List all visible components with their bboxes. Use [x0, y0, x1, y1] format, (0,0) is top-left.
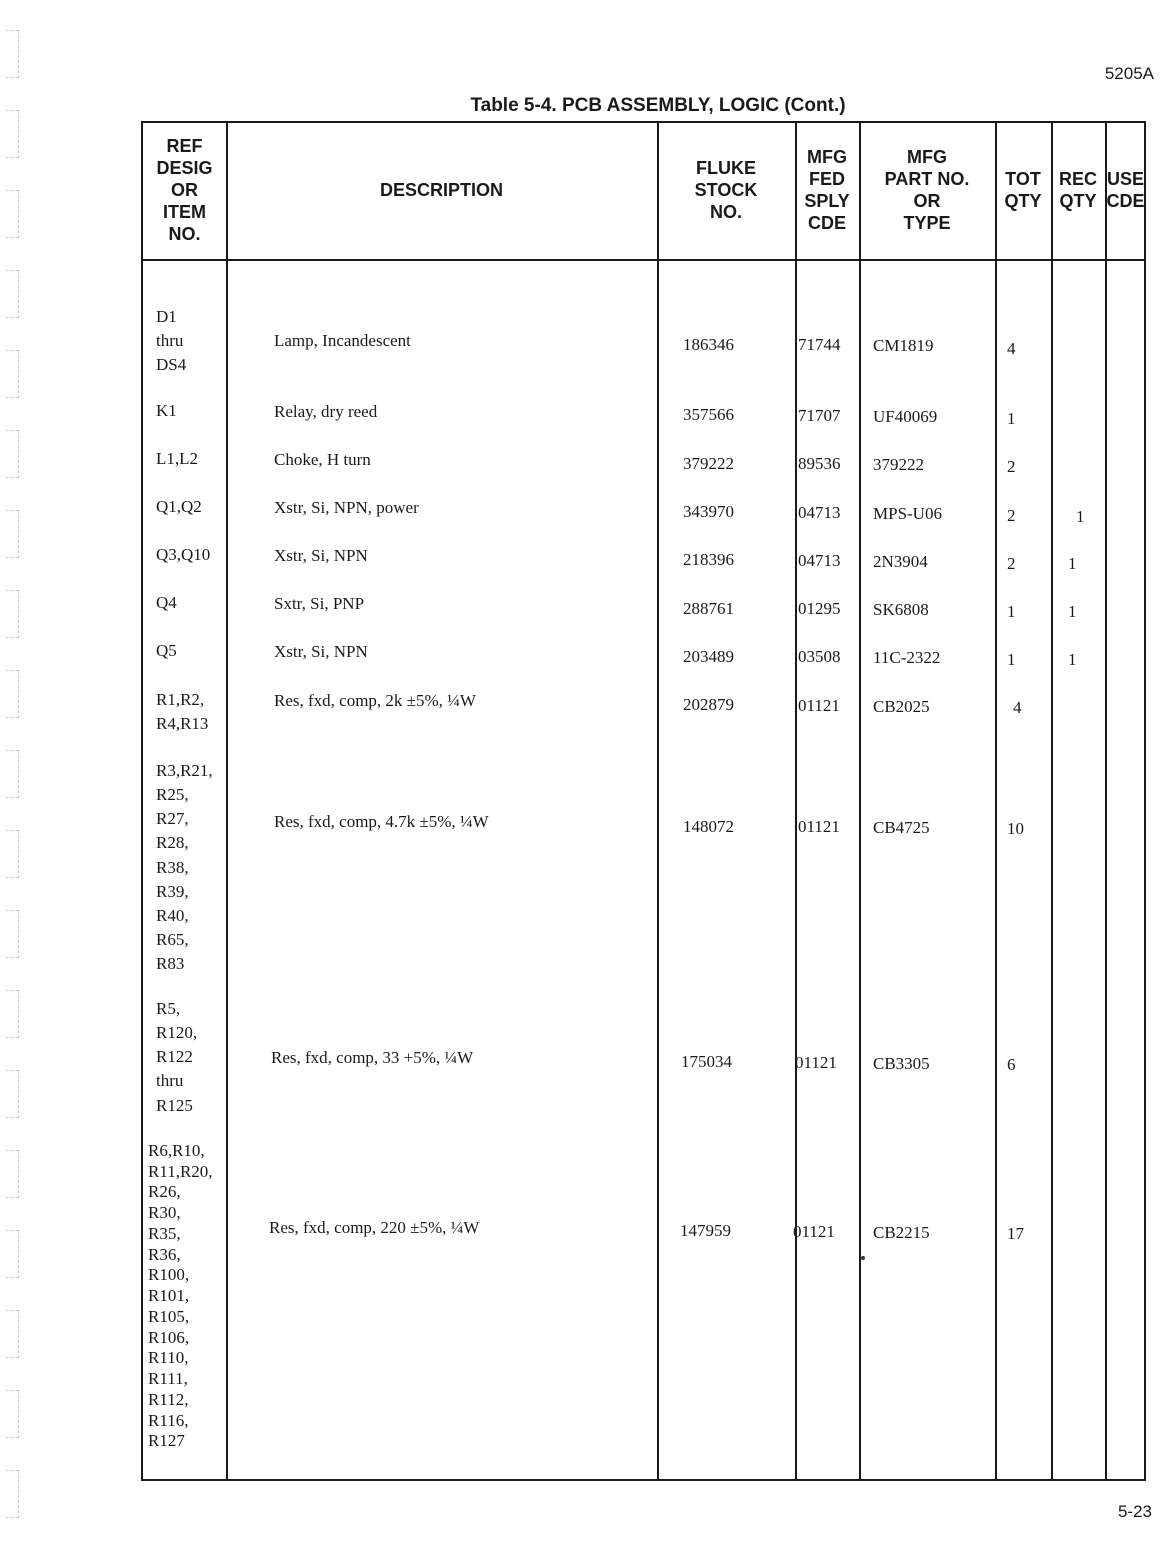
cell-description: Res, fxd, comp, 33 +5%, ¼W	[271, 1048, 474, 1067]
cell-ref: Q5	[156, 641, 177, 660]
cell-tot-qty: 6	[1007, 1055, 1016, 1074]
cell-tot-qty: 2	[1007, 457, 1016, 476]
cell-tot-qty: 4	[1013, 698, 1022, 717]
cell-part-no: CM1819	[873, 336, 934, 355]
cell-ref: R6,R10, R11,R20, R26, R30, R35, R36, R100, R101, R105, R106, R110, R111, R112, R116, R127	[148, 1141, 213, 1451]
cell-description: Res, fxd, comp, 2k ±5%, ¼W	[274, 691, 476, 710]
cell-description: Lamp, Incandescent	[274, 331, 411, 350]
cell-part-no: 379222	[873, 455, 924, 474]
cell-ref: Q1,Q2	[156, 497, 202, 516]
cell-description: Choke, H turn	[274, 450, 371, 469]
cell-part-no: MPS-U06	[873, 504, 942, 523]
cell-tot-qty: 2	[1007, 554, 1016, 573]
cell-rec-qty: 1	[1068, 602, 1077, 621]
column-divider	[1051, 123, 1053, 1479]
cell-description: Xstr, Si, NPN, power	[274, 498, 419, 517]
cell-mfg-code: 71707	[798, 406, 841, 425]
cell-tot-qty: 10	[1007, 819, 1024, 838]
header-tot-qty: TOT QTY	[1004, 169, 1042, 211]
cell-tot-qty: 1	[1007, 602, 1016, 621]
cell-mfg-code: 71744	[798, 335, 841, 354]
table-title: Table 5-4. PCB ASSEMBLY, LOGIC (Cont.)	[470, 95, 846, 116]
header-mfg-part-no: MFG PART NO. OR TYPE	[884, 147, 970, 233]
cell-stock-no: 147959	[680, 1221, 731, 1240]
cell-mfg-code: 04713	[798, 503, 841, 522]
header-divider	[143, 259, 1144, 261]
cell-tot-qty: 2	[1007, 506, 1016, 525]
cell-part-no: CB2025	[873, 697, 930, 716]
cell-part-no: CB2215	[873, 1223, 930, 1242]
margin-punch-marks	[0, 0, 24, 1544]
parts-list-table	[141, 121, 1146, 1481]
column-divider	[795, 123, 797, 1479]
cell-mfg-code: 89536	[798, 454, 841, 473]
cell-description: Relay, dry reed	[274, 402, 378, 421]
cell-rec-qty: 1	[1068, 554, 1077, 573]
cell-part-no: 11C-2322	[873, 648, 941, 667]
cell-ref: K1	[156, 401, 177, 420]
cell-stock-no: 203489	[683, 647, 734, 666]
cell-stock-no: 148072	[683, 817, 734, 836]
cell-stock-no: 343970	[683, 502, 734, 521]
column-divider	[1105, 123, 1107, 1479]
cell-ref: R5, R120, R122 thru R125	[156, 999, 198, 1115]
cell-description: Xstr, Si, NPN	[274, 546, 368, 565]
cell-tot-qty: 4	[1007, 339, 1016, 358]
cell-description: Res, fxd, comp, 220 ±5%, ¼W	[269, 1218, 480, 1237]
cell-ref: Q3,Q10	[156, 545, 211, 564]
header-rec-qty: REC QTY	[1058, 169, 1097, 211]
cell-description: Sxtr, Si, PNP	[274, 594, 365, 613]
cell-rec-qty: 1	[1076, 507, 1085, 526]
cell-stock-no: 288761	[683, 599, 734, 618]
cell-mfg-code: 03508	[798, 647, 841, 666]
cell-mfg-code: 01295	[798, 599, 841, 618]
cell-tot-qty: 17	[1007, 1224, 1024, 1243]
cell-mfg-code: 01121	[798, 817, 840, 836]
cell-stock-no: 379222	[683, 454, 734, 473]
print-speck	[861, 1256, 865, 1260]
cell-stock-no: 202879	[683, 695, 734, 714]
cell-part-no: 2N3904	[873, 552, 928, 571]
cell-part-no: CB3305	[873, 1054, 930, 1073]
cell-ref: Q4	[156, 593, 177, 612]
cell-ref: R1,R2, R4,R13	[156, 690, 209, 734]
cell-rec-qty: 1	[1068, 650, 1077, 669]
cell-description: Res, fxd, comp, 4.7k ±5%, ¼W	[274, 812, 489, 831]
header-mfg-fed-sply-cde: MFG FED SPLY CDE	[804, 147, 850, 233]
cell-ref: D1 thru DS4	[156, 307, 187, 375]
cell-tot-qty: 1	[1007, 650, 1016, 669]
column-divider	[859, 123, 861, 1479]
cell-mfg-code: 01121	[798, 696, 840, 715]
document-id: 5205A	[1104, 64, 1154, 83]
cell-ref: L1,L2	[156, 449, 199, 468]
cell-stock-no: 218396	[683, 550, 734, 569]
cell-stock-no: 175034	[681, 1052, 732, 1071]
column-divider	[995, 123, 997, 1479]
cell-tot-qty: 1	[1007, 409, 1016, 428]
cell-mfg-code: 01121	[793, 1222, 835, 1241]
cell-stock-no: 357566	[683, 405, 734, 424]
cell-ref: R3,R21, R25, R27, R28, R38, R39, R40, R65, R83	[156, 761, 213, 973]
cell-description: Xstr, Si, NPN	[274, 642, 368, 661]
cell-mfg-code: 04713	[798, 551, 841, 570]
cell-stock-no: 186346	[683, 335, 734, 354]
header-fluke-stock-no: FLUKE STOCK NO.	[694, 158, 758, 222]
page-number: 5-23	[1117, 1502, 1152, 1521]
header-description: DESCRIPTION	[379, 180, 503, 201]
header-use-cde: USE CDE	[1106, 169, 1145, 211]
header-ref-desig: REF DESIG OR ITEM NO.	[156, 136, 213, 244]
cell-mfg-code: 01121	[795, 1053, 837, 1072]
cell-part-no: SK6808	[873, 600, 929, 619]
column-divider	[657, 123, 659, 1479]
cell-part-no: CB4725	[873, 818, 930, 837]
cell-part-no: UF40069	[873, 407, 938, 426]
